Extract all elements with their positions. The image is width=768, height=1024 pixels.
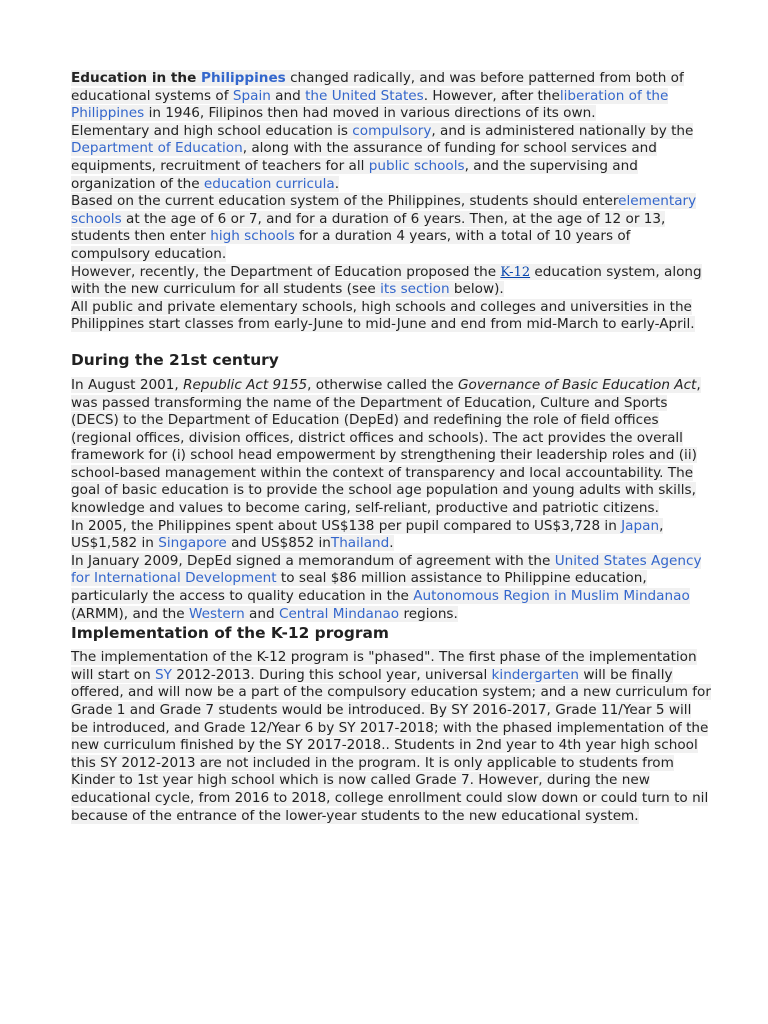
text: All public and private elementary schools, high schools and colleges and universities in the Philippines start classes from early-June to mid-June and end from mid-March to early-April.: [71, 298, 695, 333]
section21-paragraph-3: [71, 553, 711, 623]
link-public-schools[interactable]: public schools: [368, 157, 465, 174]
italic-text: Republic Act 9155: [183, 376, 308, 393]
link-spain[interactable]: Spain: [232, 87, 271, 104]
text: in 1946, Filipinos then had moved in various directions of its own.: [144, 105, 596, 122]
link-western[interactable]: Western: [188, 605, 245, 622]
text: Elementary and high school education is: [71, 122, 353, 139]
link-armm[interactable]: Autonomous Region in Muslim Mindanao: [413, 588, 690, 605]
text: , otherwise called the: [307, 376, 458, 393]
text: Based on the current education system of the Philippines, students should enter: [71, 193, 619, 210]
text: and US$852 in: [226, 535, 331, 552]
text: In 2005, the Philippines spent about US$138 per pupil compared to US$3,728 in: [71, 517, 622, 534]
text: below).: [449, 281, 504, 298]
link-department-of-education[interactable]: Department of Education: [71, 140, 243, 157]
link-central-mindanao[interactable]: Central Mindanao: [278, 605, 400, 622]
text: .: [389, 535, 394, 552]
link-sy[interactable]: SY: [155, 666, 172, 683]
italic-text: Governance of Basic Education Act: [457, 376, 697, 393]
section21-paragraph-2: [71, 518, 711, 553]
link-education-curricula[interactable]: education curricula: [203, 175, 335, 192]
text: 2012-2013. During this school year, universal: [171, 666, 492, 683]
text: will be finally offered, and will now be a part of the compulsory education system; and a new curriculum for Grade 1 and Grade 7 students would be introduced. By SY 2016-2017, Grade 11/Year 5 will be introduced, and Grade 12/Year 6 by SY 2017-2018; with the phased implementation of the new curriculum finished by the SY 2017-2018.. Students in 2nd year to 4th year high school this SY 2012-2013 are not included in the program. It is only applicable to students from Kinder to 1st year high school which is now called Grade 7. However, during the new educational cycle, from 2016 to 2018, college enrollment could slow down or could turn to nil because of the entrance of the lower-year students to the new educational system.: [71, 666, 711, 824]
section21-paragraph-1: [71, 377, 711, 518]
text: regions.: [399, 605, 458, 622]
intro-paragraph-2: [71, 123, 711, 193]
link-k12[interactable]: K-12: [500, 264, 531, 280]
link-liberation[interactable]: liberation of the Philippines: [71, 87, 669, 122]
link-united-states[interactable]: the United States: [305, 87, 424, 104]
link-elementary-schools[interactable]: elementary schools: [71, 193, 697, 227]
document-body: [71, 70, 711, 825]
link-usaid[interactable]: United States Agency for International Development: [71, 552, 702, 587]
text: , and is administered nationally by the: [431, 122, 694, 139]
text: and: [244, 605, 279, 622]
text: , US$1,582 in: [71, 517, 664, 552]
text: , and the supervising and organization of the: [71, 157, 638, 192]
link-kindergarten[interactable]: kindergarten: [491, 666, 580, 683]
link-thailand[interactable]: Thailand: [330, 535, 390, 552]
link-high-schools[interactable]: high schools: [210, 228, 295, 245]
lead-bold-text: Education in the: [71, 70, 202, 86]
link-japan[interactable]: Japan: [621, 517, 660, 534]
section-heading-k12: Implementation of the K-12 program: [71, 624, 389, 643]
text: However, recently, the Department of Education proposed the: [71, 263, 501, 280]
text: and: [270, 87, 306, 104]
text: . However, after the: [423, 87, 560, 104]
text: , was passed transforming the name of the Department of Education, Culture and Sports (DECS) to the Department of Education (DepEd) and redefining the role of field offices (regional offices, division offices, district offices and schools). The act provides the overall framework for (i) school head empowerment by strengthening their leadership roles and (ii) school-based management within the context of transparency and local accountability. The goal of basic education is to provide the school age population and young adults with skills, knowledge and values to become caring, self-reliant, productive and patriotic citizens.: [71, 376, 701, 517]
text: In January 2009, DepEd signed a memorandum of agreement with the: [71, 552, 555, 569]
text: (ARMM), and the: [71, 605, 189, 622]
text: , along with the assurance of funding for school services and equipments, recruitment of teachers for all: [71, 140, 657, 174]
link-compulsory[interactable]: compulsory: [352, 122, 432, 139]
section-heading-21st-century: During the 21st century: [71, 350, 279, 369]
k12-paragraph-1: [71, 649, 711, 825]
intro-paragraph-1: [71, 70, 711, 123]
text: In August 2001,: [71, 376, 184, 393]
link-its-section[interactable]: its section: [380, 281, 450, 298]
text: changed radically, and was before patterned from both of educational systems of: [71, 70, 684, 104]
text: at the age of 6 or 7, and for a duration of 6 years. Then, at the age of 12 or 13, students then enter: [71, 210, 666, 245]
text: education system, along with the new curriculum for all students (see: [71, 263, 702, 298]
text: .: [334, 175, 340, 192]
intro-paragraph-3: [71, 193, 711, 263]
intro-paragraph-4: [71, 264, 711, 299]
text: The implementation of the K-12 program is "phased". The first phase of the implementation will start on: [71, 649, 697, 683]
text: for a duration 4 years, with a total of 10 years of compulsory education.: [71, 228, 631, 262]
text: to seal $86 million assistance to Philippine education, particularly the access to quality education in the: [71, 570, 647, 605]
intro-paragraph-5: [71, 299, 711, 334]
link-singapore[interactable]: Singapore: [158, 535, 227, 552]
link-philippines[interactable]: Philippines: [201, 70, 286, 86]
